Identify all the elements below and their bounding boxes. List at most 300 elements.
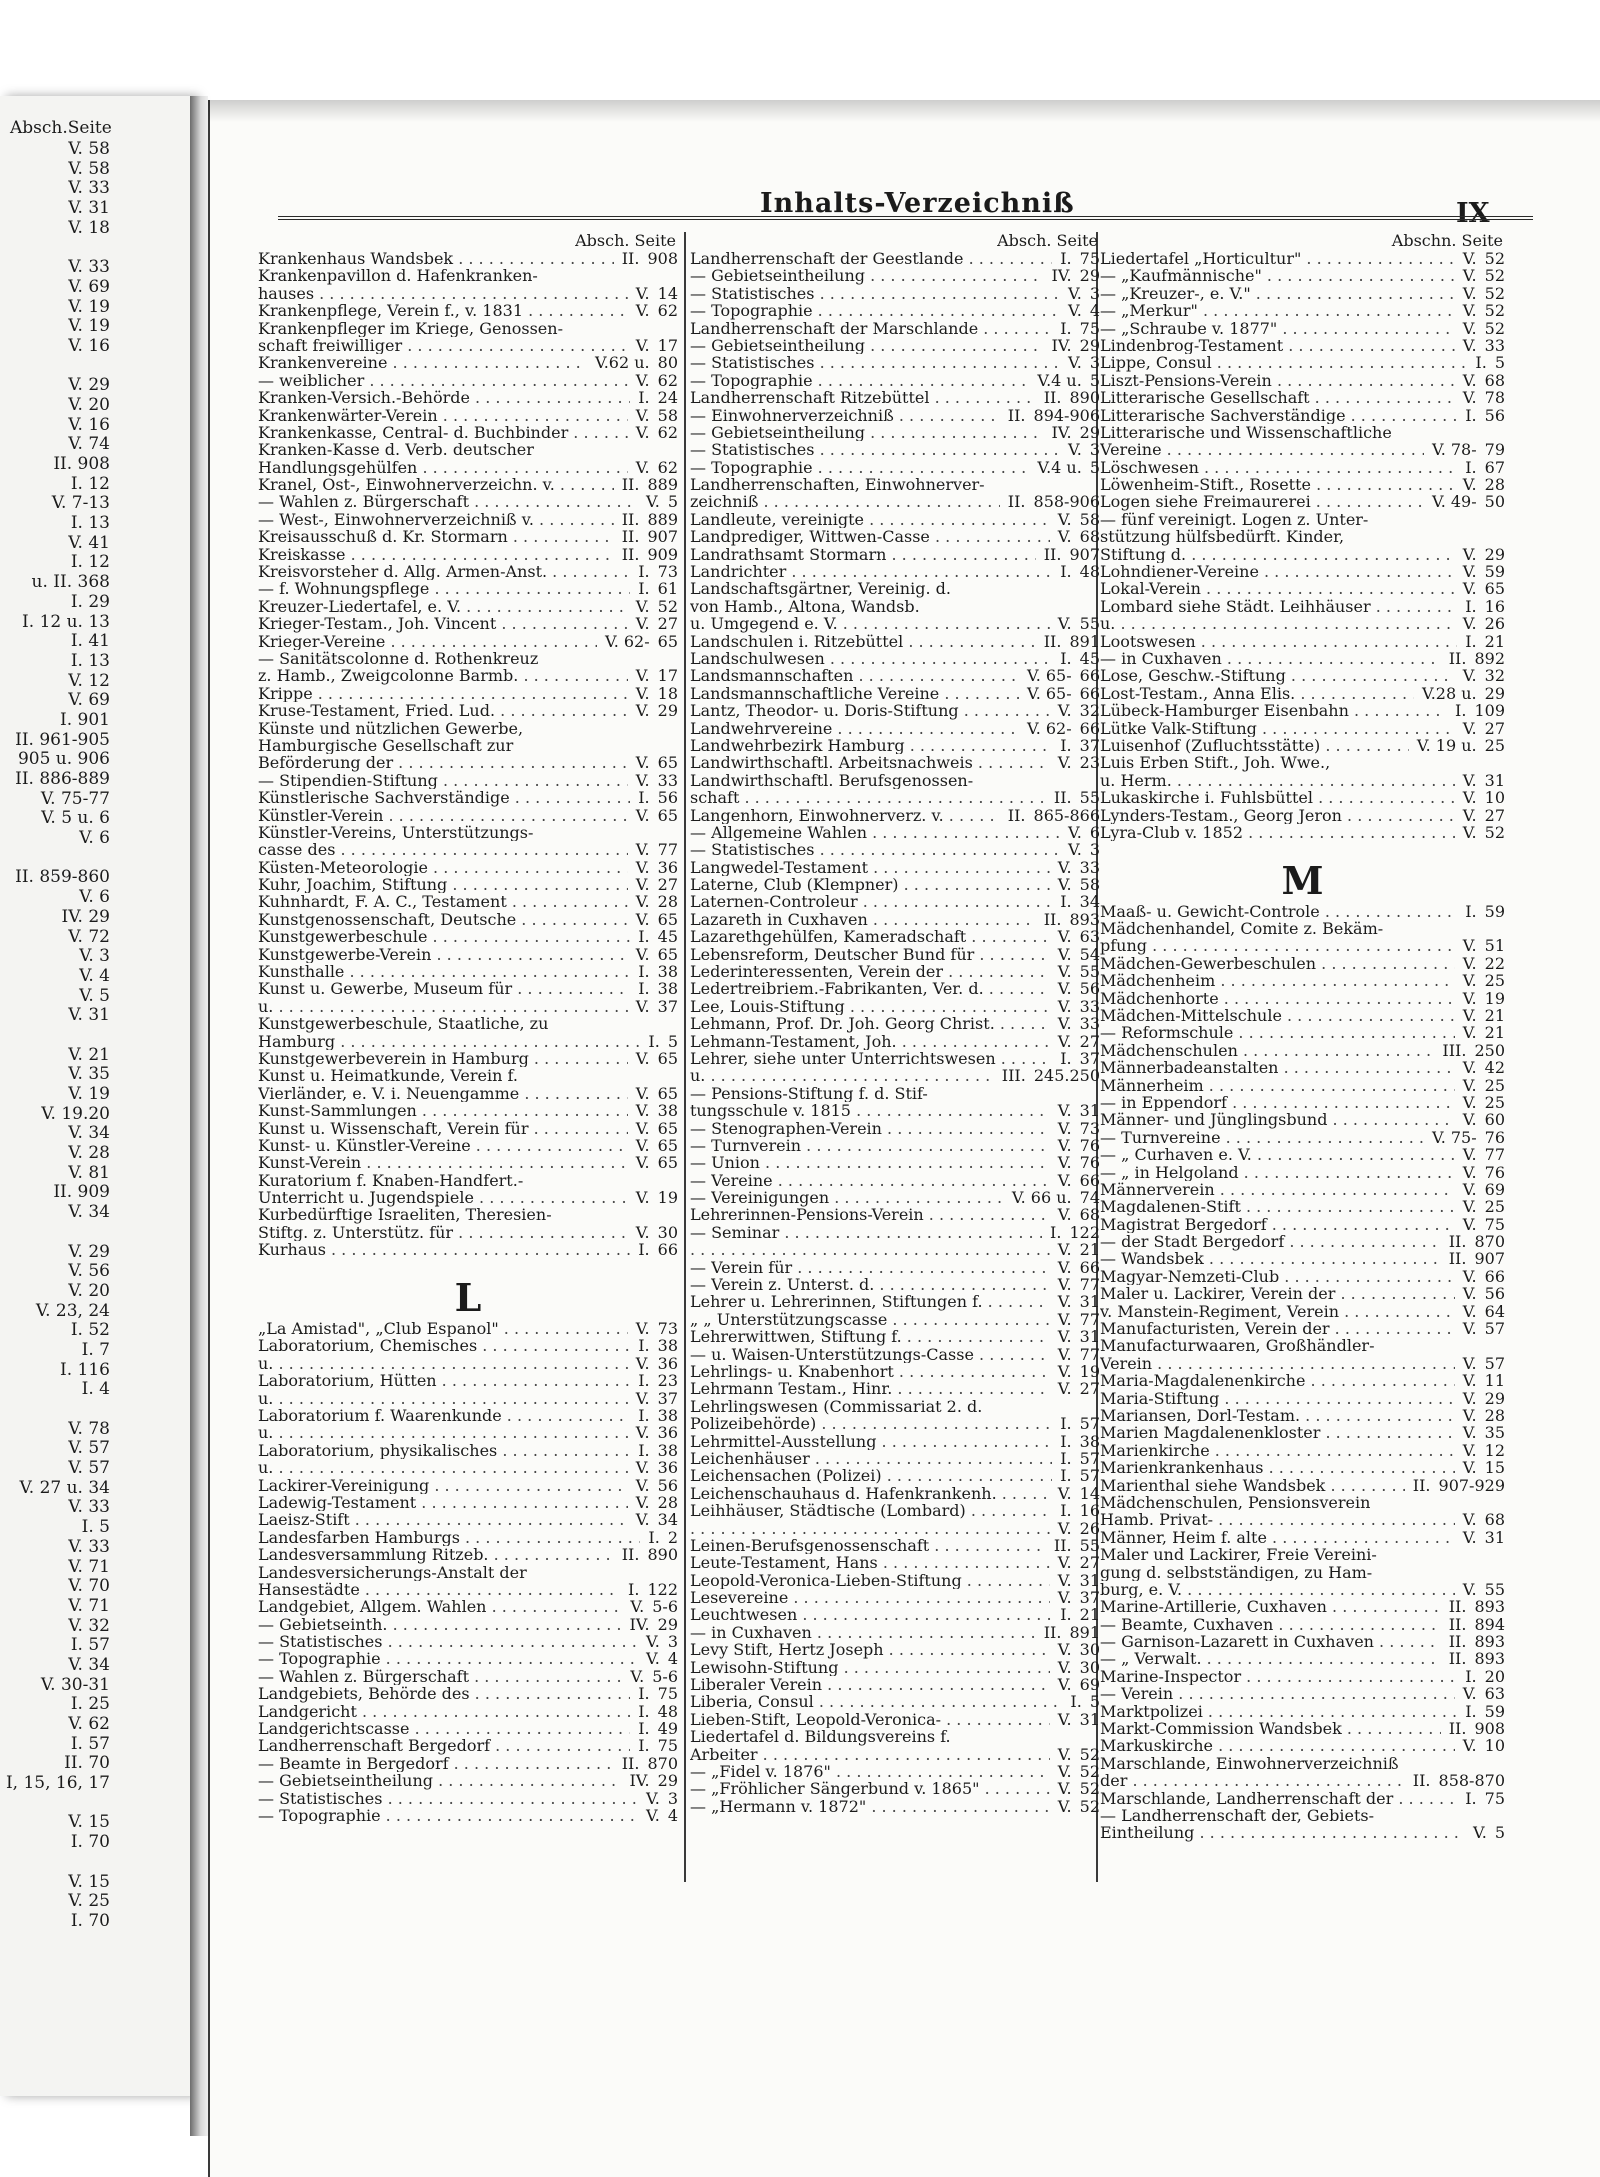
entry-section: V. xyxy=(1057,1362,1072,1381)
index-entry xyxy=(1100,1181,1505,1198)
entry-page: 19 xyxy=(1484,988,1505,1008)
index-entry xyxy=(690,841,1100,858)
prev-page-ref: V. 20 xyxy=(68,394,110,415)
entry-name: Marine-Artillerie, Cuxhaven . . . xyxy=(1100,1598,1441,1615)
entry-page: 57 xyxy=(1484,1319,1505,1339)
prev-page-ref: IV. 29 xyxy=(61,906,110,927)
index-entry xyxy=(258,980,678,997)
entry-name: — Statistisches . . . xyxy=(258,1790,638,1807)
prev-page-ref: II. 886-889 xyxy=(15,769,110,789)
entry-section: V. xyxy=(635,1101,650,1121)
entry-page: 65 xyxy=(657,1083,678,1103)
entry-page: 109 xyxy=(1474,701,1505,721)
index-entry xyxy=(258,1337,678,1354)
entry-page: 122 xyxy=(647,1579,678,1599)
entry-name: Mädchenschulen, Pensionsverein xyxy=(1100,1493,1371,1512)
header-rule xyxy=(278,216,1533,220)
entry-name: Marschlande, Einwohnerverzeichniß xyxy=(1100,1754,1399,1773)
index-entry xyxy=(1100,1094,1505,1111)
entry-name: Künste und nützlichen Gewerbe, xyxy=(258,719,524,737)
entry-page: 29 xyxy=(657,1614,678,1634)
index-entry xyxy=(1100,1477,1505,1494)
index-entry xyxy=(1100,1024,1505,1041)
entry-name: Lehmann-Testament, Joh. . . . xyxy=(690,1033,1050,1050)
entry-name: Manufacturwaaren, Großhändler- xyxy=(1100,1337,1375,1355)
index-entry xyxy=(690,1050,1100,1067)
entry-page: 18 xyxy=(657,683,678,703)
entry-page: 38 xyxy=(657,1440,678,1460)
entry-page: 23 xyxy=(657,1371,678,1391)
entry-page: 17 xyxy=(657,666,678,686)
entry-name: Krippe . . . xyxy=(258,685,628,702)
entry-name: Liedertafel „Horticultur" . . . xyxy=(1100,250,1455,267)
entry-name: — u. Waisen-Unterstützungs-Casse . . . xyxy=(690,1346,1050,1363)
entry-page: 3 xyxy=(1089,840,1100,860)
entry-page: 56 xyxy=(1484,1284,1505,1304)
prev-page-ref: V. 70 xyxy=(68,1576,110,1597)
entry-name: Leichenschauhaus d. Hafenkrankenh. . . . xyxy=(690,1485,1050,1502)
index-entry xyxy=(258,1015,678,1032)
entry-section: V. xyxy=(635,892,650,912)
entry-name: Ladewig-Testament . . . xyxy=(258,1494,628,1511)
entry-page: 66 xyxy=(657,1240,678,1260)
index-entry xyxy=(1100,476,1505,493)
entry-page: 890 xyxy=(647,1545,678,1565)
index-entry xyxy=(690,1746,1100,1763)
entry-page: 15 xyxy=(1484,1458,1505,1478)
index-entry xyxy=(258,354,678,371)
index-entry xyxy=(1100,972,1505,989)
entry-page: 48 xyxy=(657,1701,678,1721)
entry-name: Kunst-Verein . . . xyxy=(258,1154,628,1171)
entry-name: Lost-Testam., Anna Elis. . . . xyxy=(1100,685,1414,702)
index-entry xyxy=(690,980,1100,997)
prev-page-ref: V. 25 xyxy=(68,1891,110,1912)
entry-page: 909 xyxy=(647,544,678,564)
index-entry xyxy=(690,1206,1100,1223)
entry-section: V. xyxy=(1462,1162,1477,1182)
entry-name: Landwehrbezirk Hamburg . . . xyxy=(690,737,1052,754)
prev-page-ref: V. 27 u. 34 xyxy=(19,1477,110,1498)
entry-section: V. xyxy=(1057,1014,1072,1034)
entry-page: 76 xyxy=(1079,1153,1100,1173)
entry-name: Litterarische Sachverständige . . . xyxy=(1100,407,1457,424)
entry-name: Lübeck-Hamburger Eisenbahn . . . xyxy=(1100,702,1447,719)
index-entry xyxy=(1100,389,1505,406)
prev-page-ref: V. 58 xyxy=(68,139,110,159)
index-entry xyxy=(690,1554,1100,1571)
entry-section: I. xyxy=(638,1719,650,1739)
entry-name: Mariansen, Dorl-Testam. . . . xyxy=(1100,1407,1455,1424)
entry-section: V. xyxy=(1067,822,1082,842)
entry-page: 66 xyxy=(1079,683,1100,703)
entry-page: 57 xyxy=(1484,1353,1505,1373)
prev-page-ref: I. 901 xyxy=(60,709,110,730)
index-entry xyxy=(1100,1129,1505,1146)
entry-name: von Hamb., Altona, Wandsb. xyxy=(690,597,920,616)
entry-name: Magdalenen-Stift . . . xyxy=(1100,1198,1455,1215)
entry-name: Marien Magdalenenkloster . . . xyxy=(1100,1424,1455,1441)
prev-page-ref: I. 70 xyxy=(70,1910,110,1931)
entry-name: Krieger-Testam., Joh. Vincent . . . xyxy=(258,615,628,632)
entry-name: Ledertreibriem.-Fabrikanten, Ver. d. . . . xyxy=(690,980,1050,997)
index-entry xyxy=(1100,1755,1505,1772)
index-entry xyxy=(690,1085,1100,1102)
entry-section: I. xyxy=(1070,1692,1082,1712)
entry-name: Eintheilung . . . xyxy=(1100,1824,1465,1841)
prev-page-ref: V. 5 xyxy=(79,985,110,1006)
entry-section: V. xyxy=(1462,1145,1477,1165)
index-entry xyxy=(690,511,1100,528)
index-entry xyxy=(1100,1790,1505,1807)
entry-section: IV. xyxy=(1051,422,1072,442)
index-entry xyxy=(258,789,678,806)
entry-section: II. xyxy=(1043,631,1062,651)
entry-section: V. xyxy=(1462,666,1477,686)
entry-section: I. xyxy=(1060,1448,1072,1468)
entry-name: Kruse-Testament, Fried. Lud. . . . xyxy=(258,702,628,719)
entry-section: V. xyxy=(1462,475,1477,495)
entry-name: — Topographie . . . xyxy=(690,372,1029,389)
index-entry xyxy=(690,1780,1100,1797)
index-entry xyxy=(1100,937,1505,954)
entry-section: V. xyxy=(645,1649,660,1669)
entry-section: V. 62- xyxy=(1026,718,1072,738)
entry-name: — Turnvereine . . . xyxy=(1100,1129,1424,1146)
entry-section: I. xyxy=(638,979,650,999)
entry-name: Landherrenschaft Bergedorf . . . xyxy=(258,1737,630,1754)
entry-name: Kunstgewerbeschule, Staatliche, zu xyxy=(258,1015,549,1033)
entry-page: 27 xyxy=(1484,805,1505,825)
entry-section: V. xyxy=(1057,1292,1072,1312)
entry-page: 65 xyxy=(657,805,678,825)
entry-section: I. xyxy=(638,1336,650,1356)
index-entry xyxy=(690,1328,1100,1345)
entry-name: Kreuzer-Liedertafel, e. V. . . . xyxy=(258,598,628,615)
index-entry xyxy=(690,1502,1100,1519)
section-letter: L xyxy=(454,1275,482,1321)
entry-section: II. xyxy=(621,527,640,547)
prev-page-ref: V. 20 xyxy=(68,1280,110,1301)
entry-page: 76 xyxy=(1484,1162,1505,1182)
entry-name: Landwirthschaftl. Berufsgenossen- xyxy=(690,771,974,790)
entry-name: Lütke Valk-Stiftung . . . xyxy=(1100,720,1455,737)
spacer xyxy=(1100,841,1505,858)
entry-section: V.4 u. xyxy=(1037,370,1082,390)
index-entry xyxy=(690,1380,1100,1397)
index-entry xyxy=(258,1807,678,1824)
entry-page: 36 xyxy=(657,1353,678,1373)
entry-page: 27 xyxy=(1079,1379,1100,1399)
prev-page-ref: V. 33 xyxy=(68,1497,110,1518)
index-entry xyxy=(258,1241,678,1258)
entry-section: V. xyxy=(1462,788,1477,808)
index-entry xyxy=(690,1589,1100,1606)
prev-page-ref: I. 12 xyxy=(70,552,110,573)
entry-page: 21 xyxy=(1484,1006,1505,1026)
index-entry xyxy=(258,563,678,580)
entry-name: Litterarische und Wissenschaftliche xyxy=(1100,423,1392,442)
index-entry xyxy=(1100,354,1505,371)
entry-name: — in Cuxhaven . . . xyxy=(1100,650,1441,667)
entry-name: Lehrer, siehe unter Unterrichtswesen . . . xyxy=(690,1050,1052,1067)
entry-section: V. xyxy=(635,875,650,895)
index-entry xyxy=(258,285,678,302)
index-entry xyxy=(690,702,1100,719)
entry-page: 68 xyxy=(1079,1205,1100,1225)
entry-section: V. xyxy=(1057,1101,1072,1121)
index-entry xyxy=(690,754,1100,771)
index-entry xyxy=(690,320,1100,337)
entry-section: I. xyxy=(1465,1788,1477,1808)
index-entry xyxy=(258,1546,678,1563)
entry-page: 4 xyxy=(1089,301,1100,321)
entry-section: II. xyxy=(621,509,640,529)
entry-section: V. xyxy=(1057,1709,1072,1729)
entry-name: Männerheim . . . xyxy=(1100,1077,1455,1094)
prev-page-ref xyxy=(0,1400,110,1420)
index-entry xyxy=(1100,1042,1505,1059)
entry-page: 5-6 xyxy=(652,1666,678,1686)
entry-name: — „Kreuzer-, e. V." . . . xyxy=(1100,285,1455,302)
index-entry xyxy=(690,424,1100,441)
prev-page-references xyxy=(0,140,110,1932)
entry-name: Lukaskirche i. Fuhlsbüttel . . . xyxy=(1100,789,1455,806)
entry-section: V. xyxy=(1462,936,1477,956)
entry-section: V. xyxy=(1057,527,1072,547)
entry-section: II. xyxy=(1043,1622,1062,1642)
index-entry xyxy=(258,1320,678,1337)
index-entry xyxy=(1100,1390,1505,1407)
entry-name: — Wahlen z. Bürgerschaft . . . xyxy=(258,493,638,510)
entry-name: Lazarethgehülfen, Kameradschaft . . . xyxy=(690,928,1050,945)
index-entry xyxy=(258,1529,678,1546)
entry-page: 52 xyxy=(1079,1761,1100,1781)
prev-page-ref: V. 57 xyxy=(68,1458,110,1479)
index-entry xyxy=(690,1728,1100,1745)
index-entry xyxy=(258,1564,678,1581)
index-entry xyxy=(1100,546,1505,563)
entry-section: I. xyxy=(638,1240,650,1260)
index-entry xyxy=(1100,302,1505,319)
entry-page: 65 xyxy=(657,909,678,929)
entry-section: V. xyxy=(1057,927,1072,947)
index-entry xyxy=(258,1581,678,1598)
index-entry xyxy=(258,1598,678,1615)
index-entry xyxy=(690,459,1100,476)
prev-page-ref: V. 19 xyxy=(68,1084,110,1104)
index-entry xyxy=(258,1737,678,1754)
entry-name: Leute-Testament, Hans . . . xyxy=(690,1554,1050,1571)
index-entry xyxy=(690,1711,1100,1728)
entry-page: 51 xyxy=(1484,936,1505,956)
entry-name: Küsten-Meteorologie . . . xyxy=(258,859,628,876)
prev-page-ref: I. 12 u. 13 xyxy=(22,611,110,632)
prev-page-ref: V. 71 xyxy=(68,1595,110,1616)
entry-section: V. xyxy=(1067,353,1082,373)
entry-name: Mädchen-Gewerbeschulen . . . xyxy=(1100,955,1455,972)
index-entry xyxy=(690,563,1100,580)
entry-page: 37 xyxy=(1079,1588,1100,1608)
entry-page: 31 xyxy=(1079,1292,1100,1312)
entry-name: Markt-Commission Wandsbek . . . xyxy=(1100,1720,1441,1737)
index-entry xyxy=(1100,424,1505,441)
entry-page: 26 xyxy=(1079,1518,1100,1538)
index-entry xyxy=(1100,685,1505,702)
index-entry xyxy=(690,1485,1100,1502)
index-entry xyxy=(258,1206,678,1223)
entry-page: 66 xyxy=(1079,1170,1100,1190)
entry-section: I. xyxy=(638,1684,650,1704)
entry-name: Hamb. Privat- . . . xyxy=(1100,1511,1455,1528)
index-entry xyxy=(1100,1007,1505,1024)
index-entry xyxy=(1100,1077,1505,1094)
entry-page: 3 xyxy=(667,1788,678,1808)
index-entry xyxy=(1100,1824,1505,1841)
prev-page-ref: V. 19 xyxy=(68,296,110,317)
entry-page: 57 xyxy=(1079,1414,1100,1434)
entry-name: — Topographie . . . xyxy=(690,459,1029,476)
index-entry xyxy=(258,737,678,754)
index-entry xyxy=(1100,267,1505,284)
entry-name: Landwehrvereine . . . xyxy=(690,720,1019,737)
entry-page: 122 xyxy=(1069,1222,1100,1242)
entry-section: V. xyxy=(1462,370,1477,390)
entry-section: I. xyxy=(638,1406,650,1425)
index-entry xyxy=(1100,372,1505,389)
entry-page: 29 xyxy=(1484,683,1505,703)
prev-page-ref: V. 81 xyxy=(68,1162,110,1183)
entry-section: V. xyxy=(1462,1301,1477,1321)
prev-page-ref: V. 75-77 xyxy=(40,788,110,809)
prev-page-ref: V. 33 xyxy=(68,178,110,199)
entry-page: 3 xyxy=(1089,440,1100,460)
entry-page: 45 xyxy=(1079,648,1100,668)
page-title: Inhalts-Verzeichniß xyxy=(760,188,1075,219)
index-entry xyxy=(258,1511,678,1528)
prev-page-ref: V. 71 xyxy=(68,1556,110,1577)
prev-page-ref: I. 7 xyxy=(81,1339,110,1360)
entry-name: Landesversammlung Ritzeb. . . . xyxy=(258,1546,614,1563)
entry-name: Levy Stift, Hertz Joseph . . . xyxy=(690,1641,1050,1658)
entry-page: 42 xyxy=(1484,1058,1505,1078)
entry-name: burg, e. V. . . . xyxy=(1100,1581,1455,1598)
entry-page: 865-866 xyxy=(1033,805,1100,825)
entry-section: II. xyxy=(1007,492,1026,512)
entry-section: V. xyxy=(1057,962,1072,982)
entry-section: I. xyxy=(628,1579,640,1599)
index-entry xyxy=(1100,1633,1505,1650)
entry-name: Lazareth in Cuxhaven . . . xyxy=(690,911,1036,928)
entry-name: Magyar-Nemzeti-Club . . . xyxy=(1100,1268,1455,1285)
index-entry xyxy=(258,928,678,945)
entry-section: V. xyxy=(1462,335,1477,355)
index-entry xyxy=(1100,1355,1505,1372)
entry-page: 3 xyxy=(1089,353,1100,373)
entry-name: Markuskirche . . . xyxy=(1100,1737,1455,1754)
entry-name: stützung hülfsbedürft. Kinder, xyxy=(1100,528,1345,546)
entry-section: II. xyxy=(1448,1232,1467,1252)
index-entry xyxy=(258,389,678,406)
entry-section: V. xyxy=(1057,1275,1072,1295)
entry-name: Kuhnhardt, F. A. C., Testament . . . xyxy=(258,893,628,910)
entry-name: Lyra-Club v. 1852 . . . xyxy=(1100,824,1455,841)
index-entry xyxy=(690,1293,1100,1310)
entry-section: II. xyxy=(621,1545,640,1565)
entry-page: 75 xyxy=(1484,1214,1505,1234)
entry-name: Landschaftsgärtner, Vereinig. d. xyxy=(690,580,951,598)
prev-page-ref: V. 12 xyxy=(68,670,110,691)
entry-page: 28 xyxy=(1484,1406,1505,1425)
index-entry xyxy=(1100,1720,1505,1737)
prev-page-ref: V. 18 xyxy=(68,217,110,238)
index-entry xyxy=(1100,598,1505,615)
entry-page: 34 xyxy=(1079,892,1100,912)
entry-name: Lackirer-Vereinigung . . . xyxy=(258,1477,628,1494)
entry-section: V. xyxy=(1462,579,1477,599)
entry-page: 52 xyxy=(1484,249,1505,268)
index-entry xyxy=(690,337,1100,354)
entry-page: 38 xyxy=(657,962,678,982)
index-entry xyxy=(1100,493,1505,510)
prev-page-ref: V. 34 xyxy=(68,1123,110,1144)
entry-name: Lehrmittel-Ausstellung . . . xyxy=(690,1433,1052,1450)
entry-section: I. xyxy=(1060,1048,1072,1068)
entry-section: V. xyxy=(1462,971,1477,991)
entry-name: Maaß- u. Gewicht-Controle . . . xyxy=(1100,903,1457,920)
entry-section: V. xyxy=(635,666,650,686)
entry-section: V. xyxy=(1057,753,1072,773)
index-entry xyxy=(258,615,678,632)
entry-section: V. xyxy=(635,614,650,634)
entry-page: 73 xyxy=(1079,1118,1100,1138)
entry-section: V. xyxy=(635,770,650,790)
entry-page: 38 xyxy=(657,979,678,999)
entry-name: Lynders-Testam., Georg Jeron . . . xyxy=(1100,807,1455,824)
entry-name: Unterricht u. Jugendspiele . . . xyxy=(258,1189,628,1206)
prev-page-ref: I. 29 xyxy=(70,591,110,612)
index-entry xyxy=(258,476,678,493)
entry-section: V. xyxy=(1057,1118,1072,1138)
prev-page-ref: II. 908 xyxy=(53,454,110,474)
entry-page: 64 xyxy=(1484,1301,1505,1321)
entry-section: V. xyxy=(1057,1570,1072,1590)
entry-page: 77 xyxy=(1079,1309,1100,1329)
entry-section: V. xyxy=(1057,1553,1072,1573)
entry-name: Kurbedürftige Israeliten, Theresien- xyxy=(258,1206,552,1224)
entry-section: V. xyxy=(635,944,650,964)
index-entry xyxy=(690,372,1100,389)
index-entry xyxy=(258,1390,678,1407)
entry-page: 2 xyxy=(667,1527,678,1547)
entry-section: V. xyxy=(635,1135,650,1155)
entry-name: v. Manstein-Regiment, Verein . . . xyxy=(1100,1303,1455,1320)
prev-page-ref: V. 34 xyxy=(68,1654,110,1675)
index-entry xyxy=(690,1624,1100,1641)
index-entry xyxy=(258,1154,678,1171)
prev-page-ref: V. 19.20 xyxy=(41,1103,110,1124)
entry-name: — Gebietseintheilung . . . xyxy=(690,424,1043,441)
entry-section: IV. xyxy=(1051,335,1072,355)
index-entry xyxy=(690,685,1100,702)
entry-section: V. xyxy=(635,909,650,929)
entry-page: 52 xyxy=(1079,1779,1100,1799)
index-entry xyxy=(1100,580,1505,597)
entry-section: V. xyxy=(1057,1257,1072,1277)
entry-page: 63 xyxy=(1079,927,1100,947)
entry-section: V. 19 u. xyxy=(1416,735,1477,755)
prev-page-ref: I. 57 xyxy=(70,1733,110,1754)
